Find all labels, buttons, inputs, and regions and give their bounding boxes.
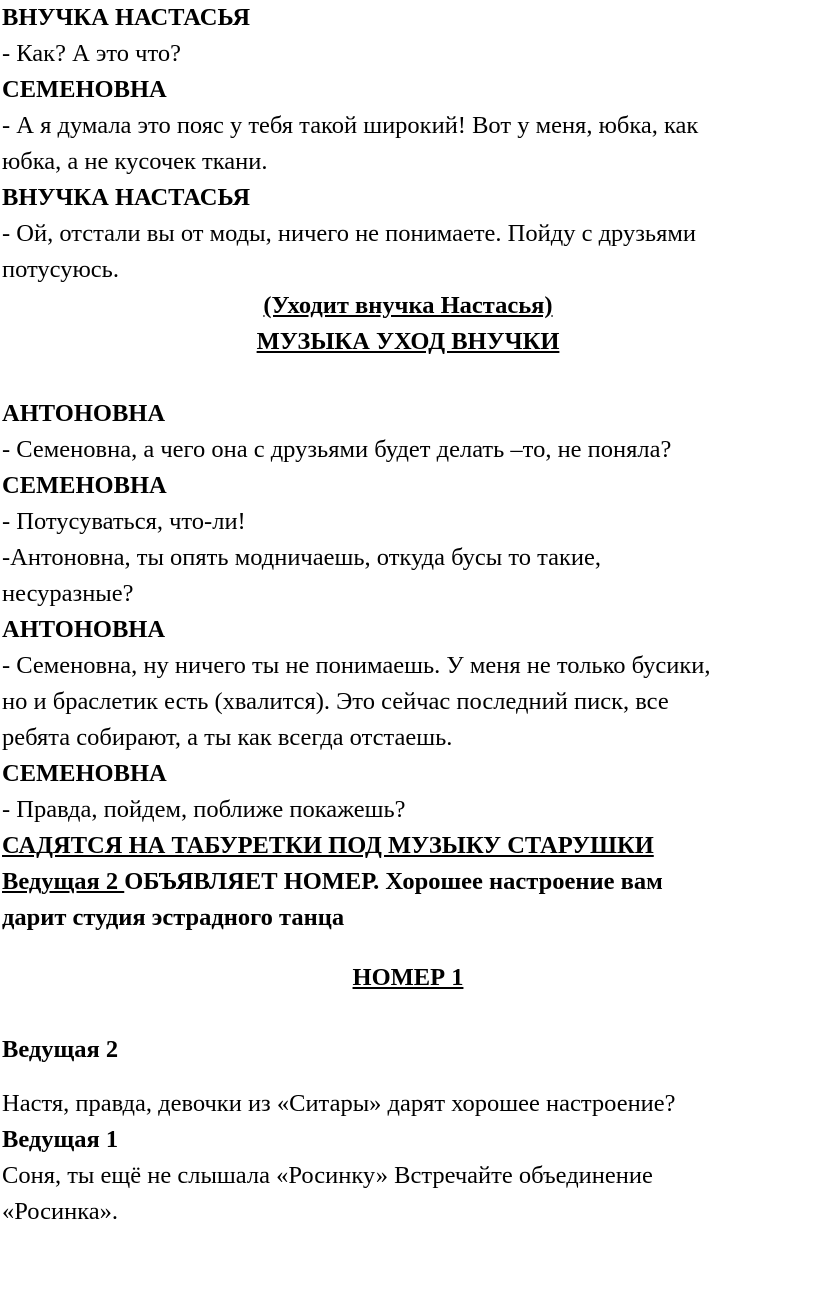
stage-direction: (Уходит внучка Настасья): [263, 292, 553, 319]
dialogue-line: потусуюсь.: [2, 256, 119, 283]
number-heading: НОМЕР 1: [352, 964, 464, 991]
host-name: Ведущая 2: [2, 868, 125, 895]
dialogue-line: «Росинка».: [2, 1198, 119, 1225]
dialogue-line: но и браслетик есть (хвалится). Это сейчас последний писк, все: [2, 688, 669, 715]
speaker-name: ВНУЧКА НАСТАСЬЯ: [2, 184, 251, 211]
speaker-name: СЕМЕНОВНА: [2, 472, 167, 499]
dialogue-line: Настя, правда, девочки из «Ситары» дарят хорошее настроение?: [2, 1090, 676, 1117]
speaker-name: ВНУЧКА НАСТАСЬЯ: [2, 4, 251, 31]
dialogue-line: -Антоновна, ты опять модничаешь, откуда бусы то такие,: [2, 544, 602, 571]
speaker-name: СЕМЕНОВНА: [2, 760, 167, 787]
dialogue-line: Соня, ты ещё не слышала «Росинку» Встречайте объединение: [2, 1162, 653, 1189]
speaker-name: Ведущая 2: [2, 1036, 119, 1063]
stage-direction: САДЯТСЯ НА ТАБУРЕТКИ ПОД МУЗЫКУ СТАРУШКИ: [2, 832, 654, 859]
dialogue-line: - А я думала это пояс у тебя такой широкий! Вот у меня, юбка, как: [2, 112, 699, 139]
dialogue-line: - Правда, пойдем, поближе покажешь?: [2, 796, 406, 823]
music-cue: МУЗЫКА УХОД ВНУЧКИ: [256, 328, 560, 355]
dialogue-line: ребята собирают, а ты как всегда отстаешь.: [2, 724, 453, 751]
dialogue-line: юбка, а не кусочек ткани.: [2, 148, 268, 175]
speaker-name: Ведущая 1: [2, 1126, 119, 1153]
announcement-text: ОБЪЯВЛЯЕТ НОМЕР. Хорошее настроение вам: [124, 868, 663, 895]
announcement-line: дарит студия эстрадного танца: [2, 904, 345, 931]
announcement-line: [2, 864, 663, 900]
speaker-name: АНТОНОВНА: [2, 400, 166, 427]
speaker-name: АНТОНОВНА: [2, 616, 166, 643]
dialogue-line: - Потусуваться, что-ли!: [2, 508, 246, 535]
dialogue-line: несуразные?: [2, 580, 134, 607]
dialogue-line: - Ой, отстали вы от моды, ничего не понимаете. Пойду с друзьями: [2, 220, 696, 247]
dialogue-line: - Как? А это что?: [2, 40, 182, 67]
dialogue-line: - Семеновна, а чего она с друзьями будет делать –то, не поняла?: [2, 436, 672, 463]
dialogue-line: - Семеновна, ну ничего ты не понимаешь. У меня не только бусики,: [2, 652, 711, 679]
speaker-name: СЕМЕНОВНА: [2, 76, 167, 103]
